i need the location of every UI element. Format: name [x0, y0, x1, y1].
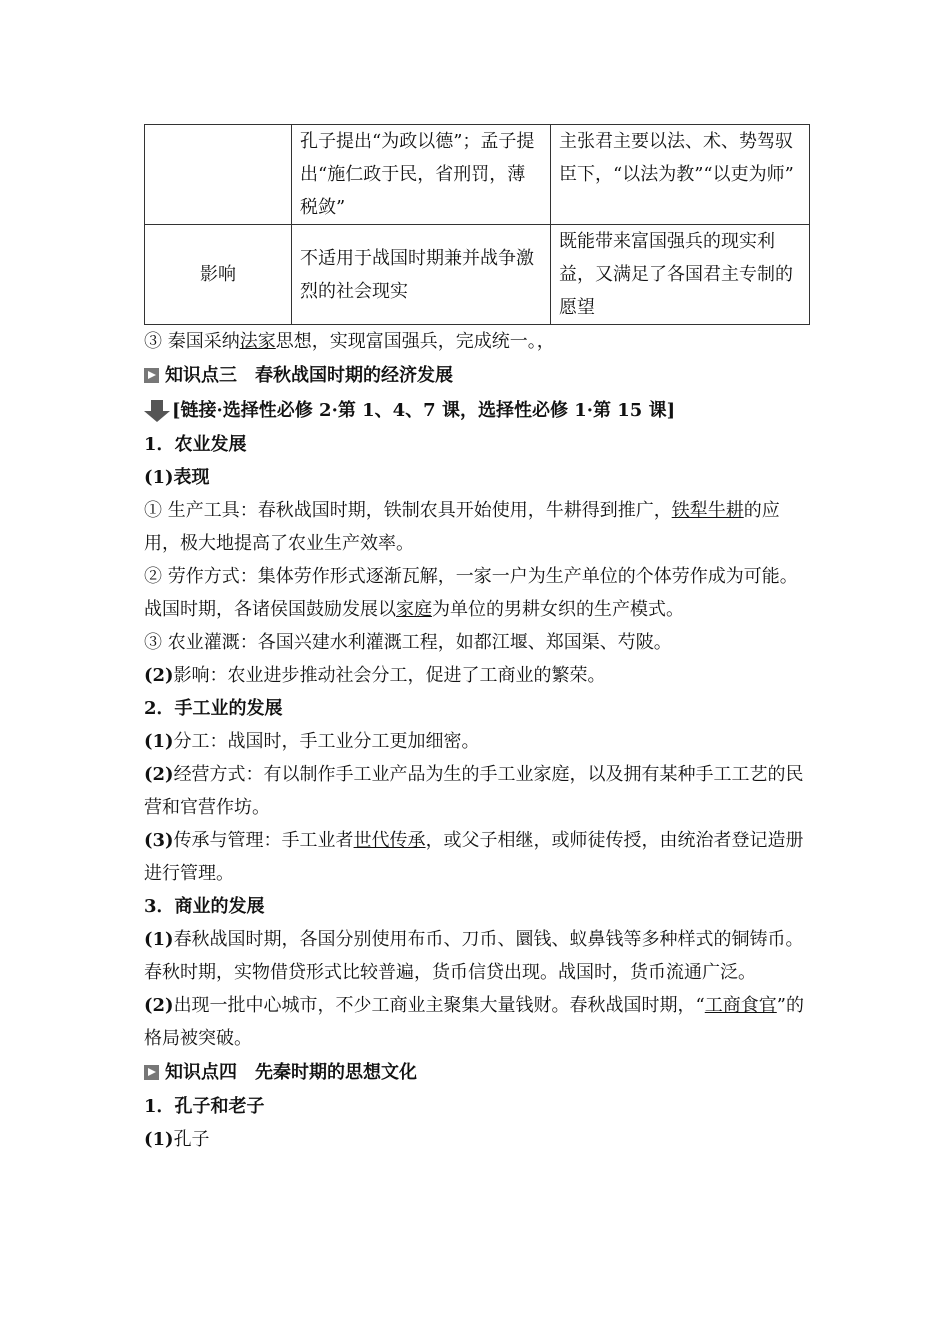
link-reference: [144, 393, 808, 428]
agri-tools: ① 生产工具：春秋战国时期，铁制农具开始使用，牛耕得到推广，铁犁牛耕的应用，极大地提高了农业生产效率。: [144, 500, 780, 554]
down-arrow-icon: [144, 400, 170, 422]
link-text: [链接·选择性必修 2·第 1、4、7 课，选择性必修 1·第 15 课]: [172, 400, 676, 421]
handicraft-division: (1)分工：战国时，手工业分工更加细密。: [144, 731, 480, 752]
agri-irrigation: ③ 农业灌溉：各国兴建水利灌溉工程，如都江堰、郑国渠、芍陂。: [144, 632, 672, 653]
heading-handicraft: 2．手工业的发展: [144, 698, 283, 719]
table-row: [145, 225, 810, 325]
table-cell-row-label: [145, 125, 292, 225]
heading-agriculture: 1．农业发展: [144, 434, 247, 455]
section-heading-4: [144, 1055, 808, 1090]
table-cell-row-label: 影响: [145, 225, 292, 325]
comparison-table: [144, 124, 810, 325]
section-heading-3: [144, 358, 808, 393]
handicraft-management-mode: (2)经营方式：有以制作手工业产品为生的手工业家庭，以及拥有某种手工工艺的民营和官营作坊。: [144, 764, 804, 818]
subheading-confucius: (1)孔子: [144, 1129, 210, 1150]
handicraft-inheritance: (3)传承与管理：手工业者世代传承，或父子相继，或师徒传授，由统治者登记造册进行管理。: [144, 830, 804, 884]
commerce-cities: (2)出现一批中心城市，不少工商业主聚集大量钱财。春秋战国时期，“工商食官”的格局被突破。: [144, 995, 804, 1049]
table-cell-legalist: 主张君主要以法、术、势驾驭臣下，“以法为教”“以吏为师”: [551, 125, 810, 225]
play-triangle-icon: [144, 1065, 159, 1080]
heading-commerce: 3．商业的发展: [144, 896, 265, 917]
subheading-performance: (1)表现: [144, 467, 210, 488]
section-title: 知识点四 先秦时期的思想文化: [165, 1062, 417, 1083]
agri-effect: (2)影响：农业进步推动社会分工，促进了工商业的繁荣。: [144, 665, 606, 686]
section-title: 知识点三 春秋战国时期的经济发展: [165, 365, 453, 386]
document-page: [144, 124, 808, 1156]
note-qin-legalism: ③ 秦国采纳法家思想，实现富国强兵，完成统一。，: [144, 331, 555, 352]
play-triangle-icon: [144, 368, 159, 383]
commerce-currency: (1)春秋战国时期，各国分别使用布币、刀币、圜钱、蚁鼻钱等多种样式的铜铸币。春秋时期，实物借贷形式比较普遍，货币信贷出现。战国时，货币流通广泛。: [144, 929, 804, 983]
heading-confucius-laozi: 1．孔子和老子: [144, 1096, 265, 1117]
table-cell-confucian: 孔子提出“为政以德”；孟子提出“施仁政于民，省刑罚，薄税敛”: [292, 125, 551, 225]
table-row: [145, 125, 810, 225]
table-cell-confucian: 不适用于战国时期兼并战争激烈的社会现实: [292, 225, 551, 325]
agri-labor: ② 劳作方式：集体劳作形式逐渐瓦解，一家一户为生产单位的个体劳作成为可能。战国时期，各诸侯国鼓励发展以家庭为单位的男耕女织的生产模式。: [144, 566, 798, 620]
table-cell-legalist: 既能带来富国强兵的现实利益，又满足了各国君主专制的愿望: [551, 225, 810, 325]
